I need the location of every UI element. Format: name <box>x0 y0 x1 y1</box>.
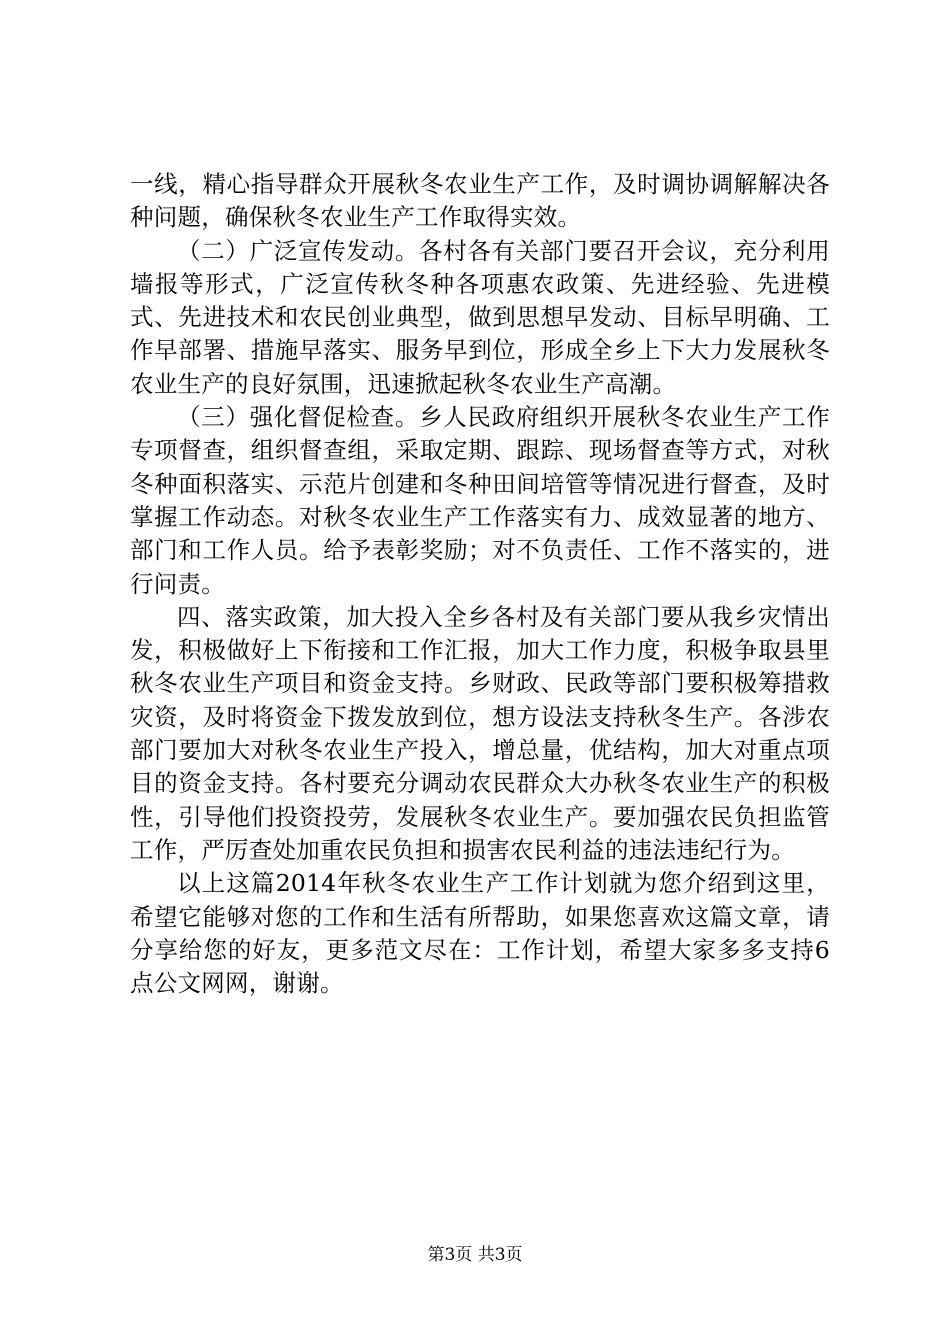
page-number: 第3页 共3页 <box>427 1245 523 1265</box>
page-footer <box>0 1244 950 1266</box>
document-body <box>130 168 830 1000</box>
paragraph-supervision: （三）强化督促检查。乡人民政府组织开展秋冬农业生产工作专项督查，组织督查组，采取定期、跟踪、现场督查等方式，对秋冬种面积落实、示范片创建和冬种田间培管等情况进行督查，及时掌握工作动态。对秋冬农业生产工作落实有力、成效显著的地方、部门和工作人员。给予表彰奖励；对不负责任、工作不落实的，进行问责。 <box>130 403 830 598</box>
paragraph-publicity: （二）广泛宣传发动。各村各有关部门要召开会议，充分利用墙报等形式，广泛宣传秋冬种各项惠农政策、先进经验、先进模式、先进技术和农民创业典型，做到思想早发动、目标早明确、工作早部署、措施早落实、服务早到位，形成全乡上下大力发展秋冬农业生产的良好氛围，迅速掀起秋冬农业生产高潮。 <box>130 236 830 398</box>
paragraph-closing: 以上这篇2014年秋冬农业生产工作计划就为您介绍到这里，希望它能够对您的工作和生活有所帮助，如果您喜欢这篇文章，请分享给您的好友，更多范文尽在：工作计划，希望大家多多支持6点公文网网，谢谢。 <box>130 869 830 998</box>
paragraph-continuation: 一线，精心指导群众开展秋冬农业生产工作，及时调协调解解决各种问题，确保秋冬农业生产工作取得实效。 <box>130 170 830 232</box>
paragraph-policy-investment: 四、落实政策，加大投入全乡各村及有关部门要从我乡灾情出发，积极做好上下衔接和工作汇报，加大工作力度，积极争取县里秋冬农业生产项目和资金支持。乡财政、民政等部门要积极筹措救灾资，及时将资金下拨发放到位，想方设法支持秋冬生产。各涉农部门要加大对秋冬农业生产投入，增总量，优结构，加大对重点项目的资金支持。各村要充分调动农民群众大办秋冬农业生产的积极性，引导他们投资投劳，发展秋冬农业生产。要加强农民负担监管工作，严厉查处加重农民负担和损害农民利益的违法违纪行为。 <box>130 602 830 864</box>
